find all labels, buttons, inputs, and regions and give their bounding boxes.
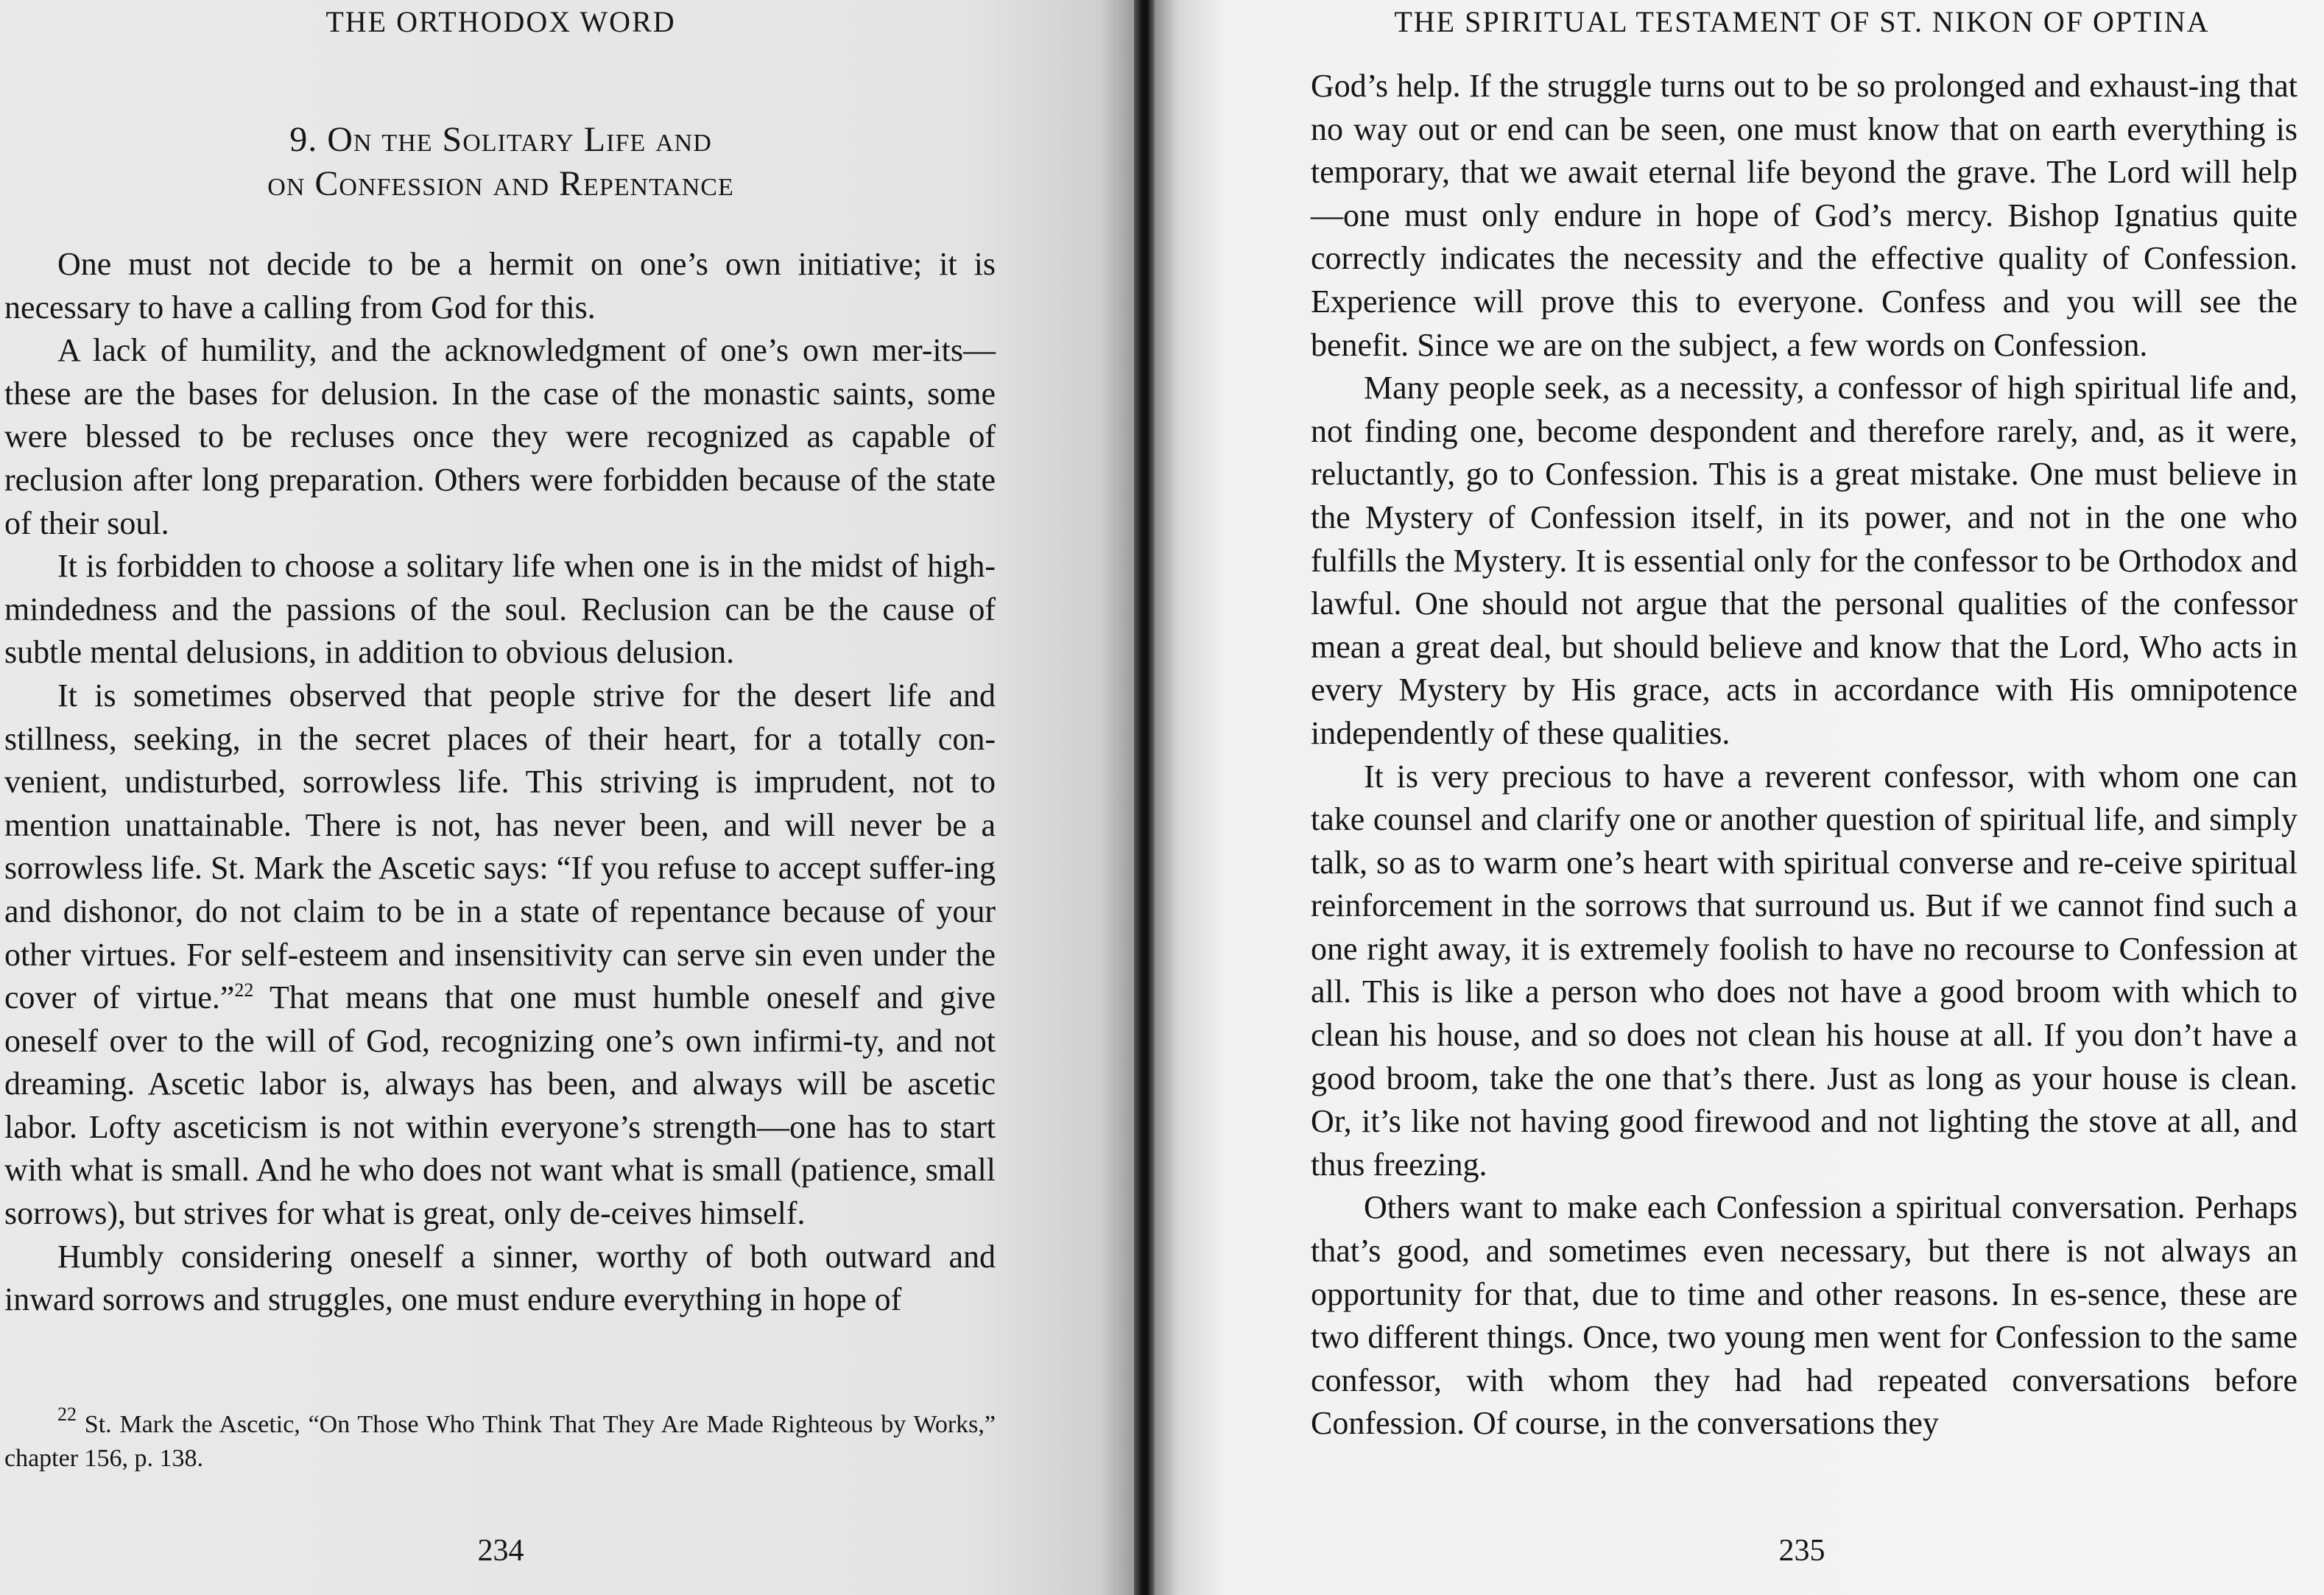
footnote: [4, 1404, 996, 1476]
paragraph-text: That means that one must humble oneself and give oneself over to the will of God, recognizing one’s own infirmi-ty, and not dreaming. Ascetic labor is, always has been, and always will be ascetic labor. Lofty asceticism is not within everyone’s strength—one has to start with what is small. And he who does not want what is small (patience, small sorrows), but strives for what is great, only de-ceives himself.: [4, 979, 996, 1232]
section-title-line-1: 9. On the Solitary Life and: [289, 120, 712, 159]
paragraph-continued: God’s help. If the struggle turns out to be so prolonged and exhaust-ing that no way out or end can be seen, one must know that on earth everything is temporary, that we await eternal life beyond the grave. The Lord will help—one must only endure in hope of God’s mercy. Bishop Ignatius quite correctly indicates the necessity and the effective quality of Confession. Experience will prove this to everyone. Confess and you will see the benefit. Since we are on the subject, a few words on Confession.: [1311, 68, 2297, 363]
paragraph: One must not decide to be a hermit on one’s own initiative; it is necessary to have a calling from God for this.: [4, 246, 996, 325]
left-page: [0, 0, 1134, 1595]
running-head-left: THE ORTHODOX WORD: [325, 5, 676, 38]
paragraph: A lack of humility, and the acknowledgment of one’s own mer-its—these are the bases for delusion. In the case of the monastic saints, some were blessed to be recluses once they were recognized as capable of reclusion after long preparation. Others were forbidden because of the state of their soul.: [4, 332, 996, 541]
paragraph-with-note: [4, 675, 996, 1236]
footnote-text: St. Mark the Ascetic, “On Those Who Think That They Are Made Righteous by Works,” chapter 156, p. 138.: [4, 1411, 996, 1472]
left-body-text: [4, 243, 996, 1322]
right-body-text: [1311, 65, 2297, 1446]
footnote-number: 22: [57, 1404, 77, 1425]
page-number-left: 234: [477, 1534, 524, 1568]
paragraph: Others want to make each Confession a spiritual conversation. Perhaps that’s good, and sometimes even necessary, but there is not always an opportunity for that, due to time and other reasons. In es-sence, these are two different things. Once, two young men went for Confession to the same confessor, with whom they had had repeated conversations before Confession. Of course, in the conversations they: [1311, 1189, 2297, 1442]
section-title-line-2: on Confession and Repentance: [267, 164, 734, 203]
running-head-right: THE SPIRITUAL TESTAMENT OF ST. NIKON OF OPTINA: [1394, 5, 2210, 38]
section-title: [0, 118, 1001, 206]
book-gutter: [1134, 0, 1155, 1595]
right-page: [1155, 0, 2324, 1595]
paragraph: Many people seek, as a necessity, a confessor of high spiritual life and, not finding one, become despondent and therefore rarely, and, as it were, reluctantly, go to Confession. This is a great mistake. One must believe in the Mystery of Confession itself, in its power, and not in the one who fulfills the Mystery. It is essential only for the confessor to be Orthodox and lawful. One should not argue that the personal qualities of the confessor mean a great deal, but should believe and know that the Lord, Who acts in every Mystery by His grace, acts in accordance with His omnipotence independently of these qualities.: [1311, 370, 2297, 751]
paragraph: It is forbidden to choose a solitary life when one is in the midst of high-mindedness and the passions of the soul. Reclusion can be the cause of subtle mental delusions, in addition to obvious delusion.: [4, 548, 996, 671]
paragraph: It is very precious to have a reverent confessor, with whom one can take counsel and clarify one or another question of spiritual life, and simply talk, so as to warm one’s heart with spiritual converse and re-ceive spiritual reinforcement in the sorrows that surround us. But if we cannot find such a one right away, it is extremely foolish to have no recourse to Confession at all. This is like a person who does not have a good broom with which to clean his house, and so does not clean his house at all. If you don’t have a good broom, take the one that’s there. Just as long as your house is clean. Or, it’s like not having good firewood and not lighting the stove at all, and thus freezing.: [1311, 758, 2297, 1183]
page-number-right: 235: [1778, 1534, 1825, 1568]
paragraph: Humbly considering oneself a sinner, worthy of both outward and inward sorrows and struggles, one must endure everything in hope of: [4, 1238, 996, 1318]
paragraph-text: It is sometimes observed that people strive for the desert life and stillness, seeking, in the secret places of their heart, for a totally con-venient, undisturbed, sorrowless life. This striving is imprudent, not to mention unattainable. There is not, has never been, and will never be a sorrowless life. St. Mark the Ascetic says: “If you refuse to accept suffer-ing and dishonor, do not claim to be in a state of repentance because of your other virtues. For self-esteem and insensitivity can serve sin even under the cover of virtue.”: [4, 677, 996, 1016]
footnote-reference: 22: [234, 979, 254, 1001]
